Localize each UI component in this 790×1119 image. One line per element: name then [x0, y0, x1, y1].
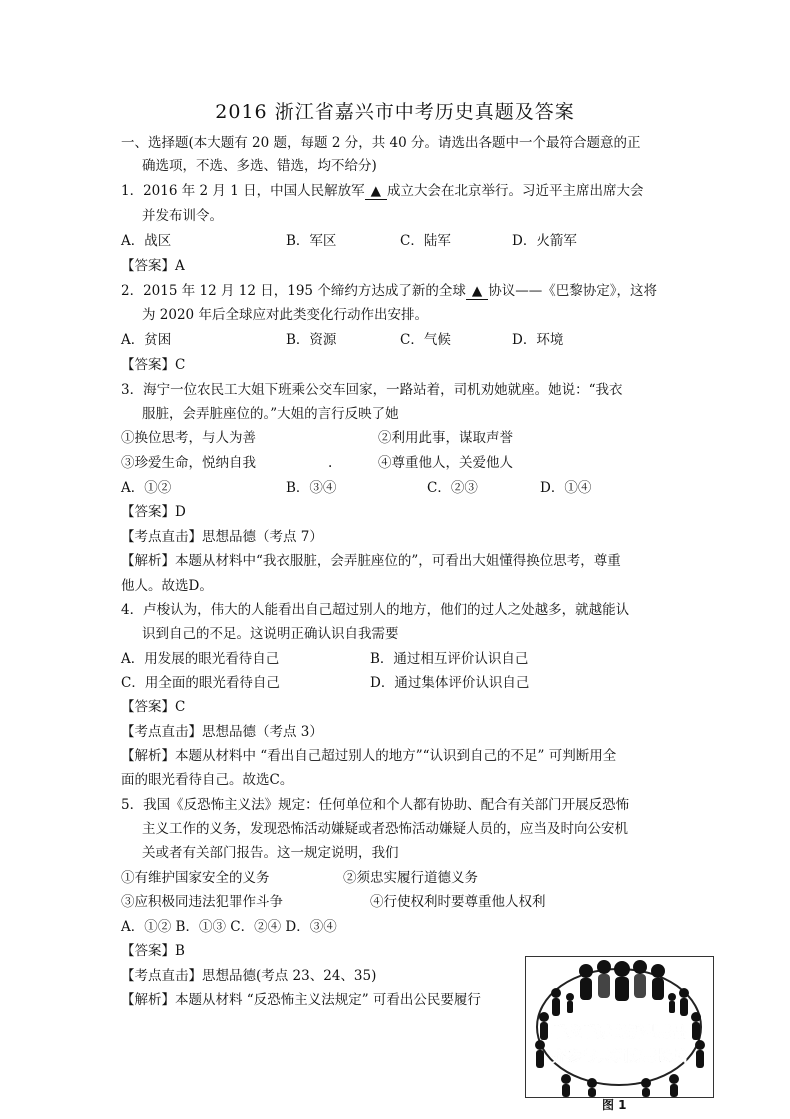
q1-option-b: B．军区 — [286, 233, 337, 249]
q3-stem: 3．海宁一位农民工大姐下班乘公交车回家，一路站着，司机劝她就座。她说：“我衣 — [121, 382, 623, 398]
q3-item-1: ①换位思考，与人为善 — [121, 430, 256, 446]
q1-stem-pre: 1．2016 年 2 月 1 日，中国人民解放军 — [121, 183, 365, 199]
q3-option-c: C．②③ — [427, 480, 478, 496]
q4-option-b: B．通过相互评价认识自己 — [370, 651, 529, 667]
q3-analysis-cont: 他人。故选D。 — [121, 578, 213, 594]
q3-item-2: ②利用此事，谋取声誉 — [378, 430, 513, 446]
q3-stem-cont: 服脏，会弄脏座位的。”大姐的言行反映了她 — [142, 406, 399, 422]
figure-caption: 图 1 — [602, 1098, 627, 1112]
q3-option-a: A．①② — [121, 480, 172, 496]
q2-option-b: B．资源 — [286, 332, 337, 348]
q5-stem-cont: 主义工作的义务，发现恐怖活动嫌疑或者恐怖活动嫌疑人员的，应当及时向公安机 — [142, 821, 628, 837]
q1-answer: 【答案】A — [121, 258, 185, 274]
q3-option-d: D．①④ — [540, 480, 592, 496]
q4-point: 【考点直击】思想品德（考点 3） — [121, 724, 323, 740]
q2-stem-post: 协议——《巴黎协定》，这将 — [488, 283, 657, 299]
q3-answer: 【答案】D — [121, 504, 186, 520]
q2-option-a: A．贫困 — [121, 332, 172, 348]
q3-stray-dot: . — [328, 455, 333, 471]
q4-answer: 【答案】C — [121, 699, 186, 715]
q2-option-c: C．气候 — [400, 332, 451, 348]
q2-stem-pre: 2．2015 年 12 月 12 日，195 个缔约方达成了新的全球 — [121, 283, 466, 299]
q3-item-3: ③珍爱生命，悦纳自我 — [121, 455, 256, 471]
q5-answer: 【答案】B — [121, 943, 185, 959]
q1-option-a: A．战区 — [121, 233, 172, 249]
q2-option-d: D．环境 — [512, 332, 564, 348]
q3-option-b: B．③④ — [286, 480, 337, 496]
q4-stem-cont: 识到自己的不足。这说明正确认识自我需要 — [142, 626, 399, 642]
q5-point: 【考点直击】思想品德(考点 23、24、35) — [121, 968, 377, 984]
poster-illustration — [526, 957, 713, 1097]
q1-option-c: C．陆军 — [400, 233, 451, 249]
section-heading: 一、选择题(本大题有 20 题，每题 2 分，共 40 分。请选出各题中一个最符合题意的正 — [121, 135, 641, 151]
q5-stem-cont2: 关或者有关部门报告。这一规定说明，我们 — [142, 845, 399, 861]
q5-item-3: ③应积极同违法犯罪作斗争 — [121, 894, 283, 910]
q1-stem-post: 成立大会在北京举行。习近平主席出席大会 — [386, 183, 644, 199]
q1-option-d: D．火箭军 — [512, 233, 577, 249]
q2-answer: 【答案】C — [121, 357, 186, 373]
q2-stem-cont: 为 2020 年后全球应对此类变化行动作出安排。 — [142, 307, 428, 323]
q2-stem — [121, 282, 657, 300]
q5-item-4: ④行使权利时要尊重他人权利 — [370, 894, 546, 910]
q5-stem: 5．我国《反恐怖主义法》规定：任何单位和个人都有协助、配合有关部门开展反恐怖 — [121, 797, 630, 813]
q4-analysis: 【解析】本题从材料中 “看出自己超过别人的地方”“认识到自己的不足” 可判断用全 — [121, 748, 617, 764]
q5-item-1: ①有维护国家安全的义务 — [121, 870, 270, 886]
q1-stem-cont: 并发布训令。 — [142, 208, 223, 224]
q1-stem — [121, 182, 643, 200]
q1-blank: ▲ — [365, 183, 387, 200]
poster-slogan-1: 手拉手远离新型毒品 — [551, 1023, 687, 1041]
q3-point: 【考点直击】思想品德（考点 7） — [121, 529, 323, 545]
q3-item-4: ④尊重他人，关爱他人 — [378, 455, 513, 471]
q4-option-d: D．通过集体评价认识自己 — [370, 675, 530, 691]
q5-item-2: ②须忠实履行道德义务 — [343, 870, 478, 886]
q5-analysis: 【解析】本题从材料 “反恐怖主义法规定” 可看出公民要履行 — [121, 992, 481, 1008]
section-heading-cont: 确选项，不选、多选、错选，均不给分) — [142, 158, 377, 174]
figure-anti-drug-poster — [525, 956, 714, 1098]
q3-analysis: 【解析】本题从材料中“我衣服脏，会弄脏座位的”，可看出大姐懂得换位思考，尊重 — [121, 553, 621, 569]
page-title: 2016 浙江省嘉兴市中考历史真题及答案 — [215, 101, 575, 123]
poster-slogan-2: 齐参与共筑防毒长城 — [551, 1047, 687, 1065]
q4-analysis-cont: 面的眼光看待自己。故选C。 — [121, 772, 294, 788]
q4-option-a: A．用发展的眼光看待自己 — [121, 651, 280, 667]
q2-blank: ▲ — [466, 283, 488, 300]
q5-options: A．①② B．①③ C．②④ D．③④ — [121, 919, 337, 935]
q4-stem: 4．卢梭认为，伟大的人能看出自己超过别人的地方，他们的过人之处越多，就越能认 — [121, 602, 630, 618]
q4-option-c: C．用全面的眼光看待自己 — [121, 675, 280, 691]
